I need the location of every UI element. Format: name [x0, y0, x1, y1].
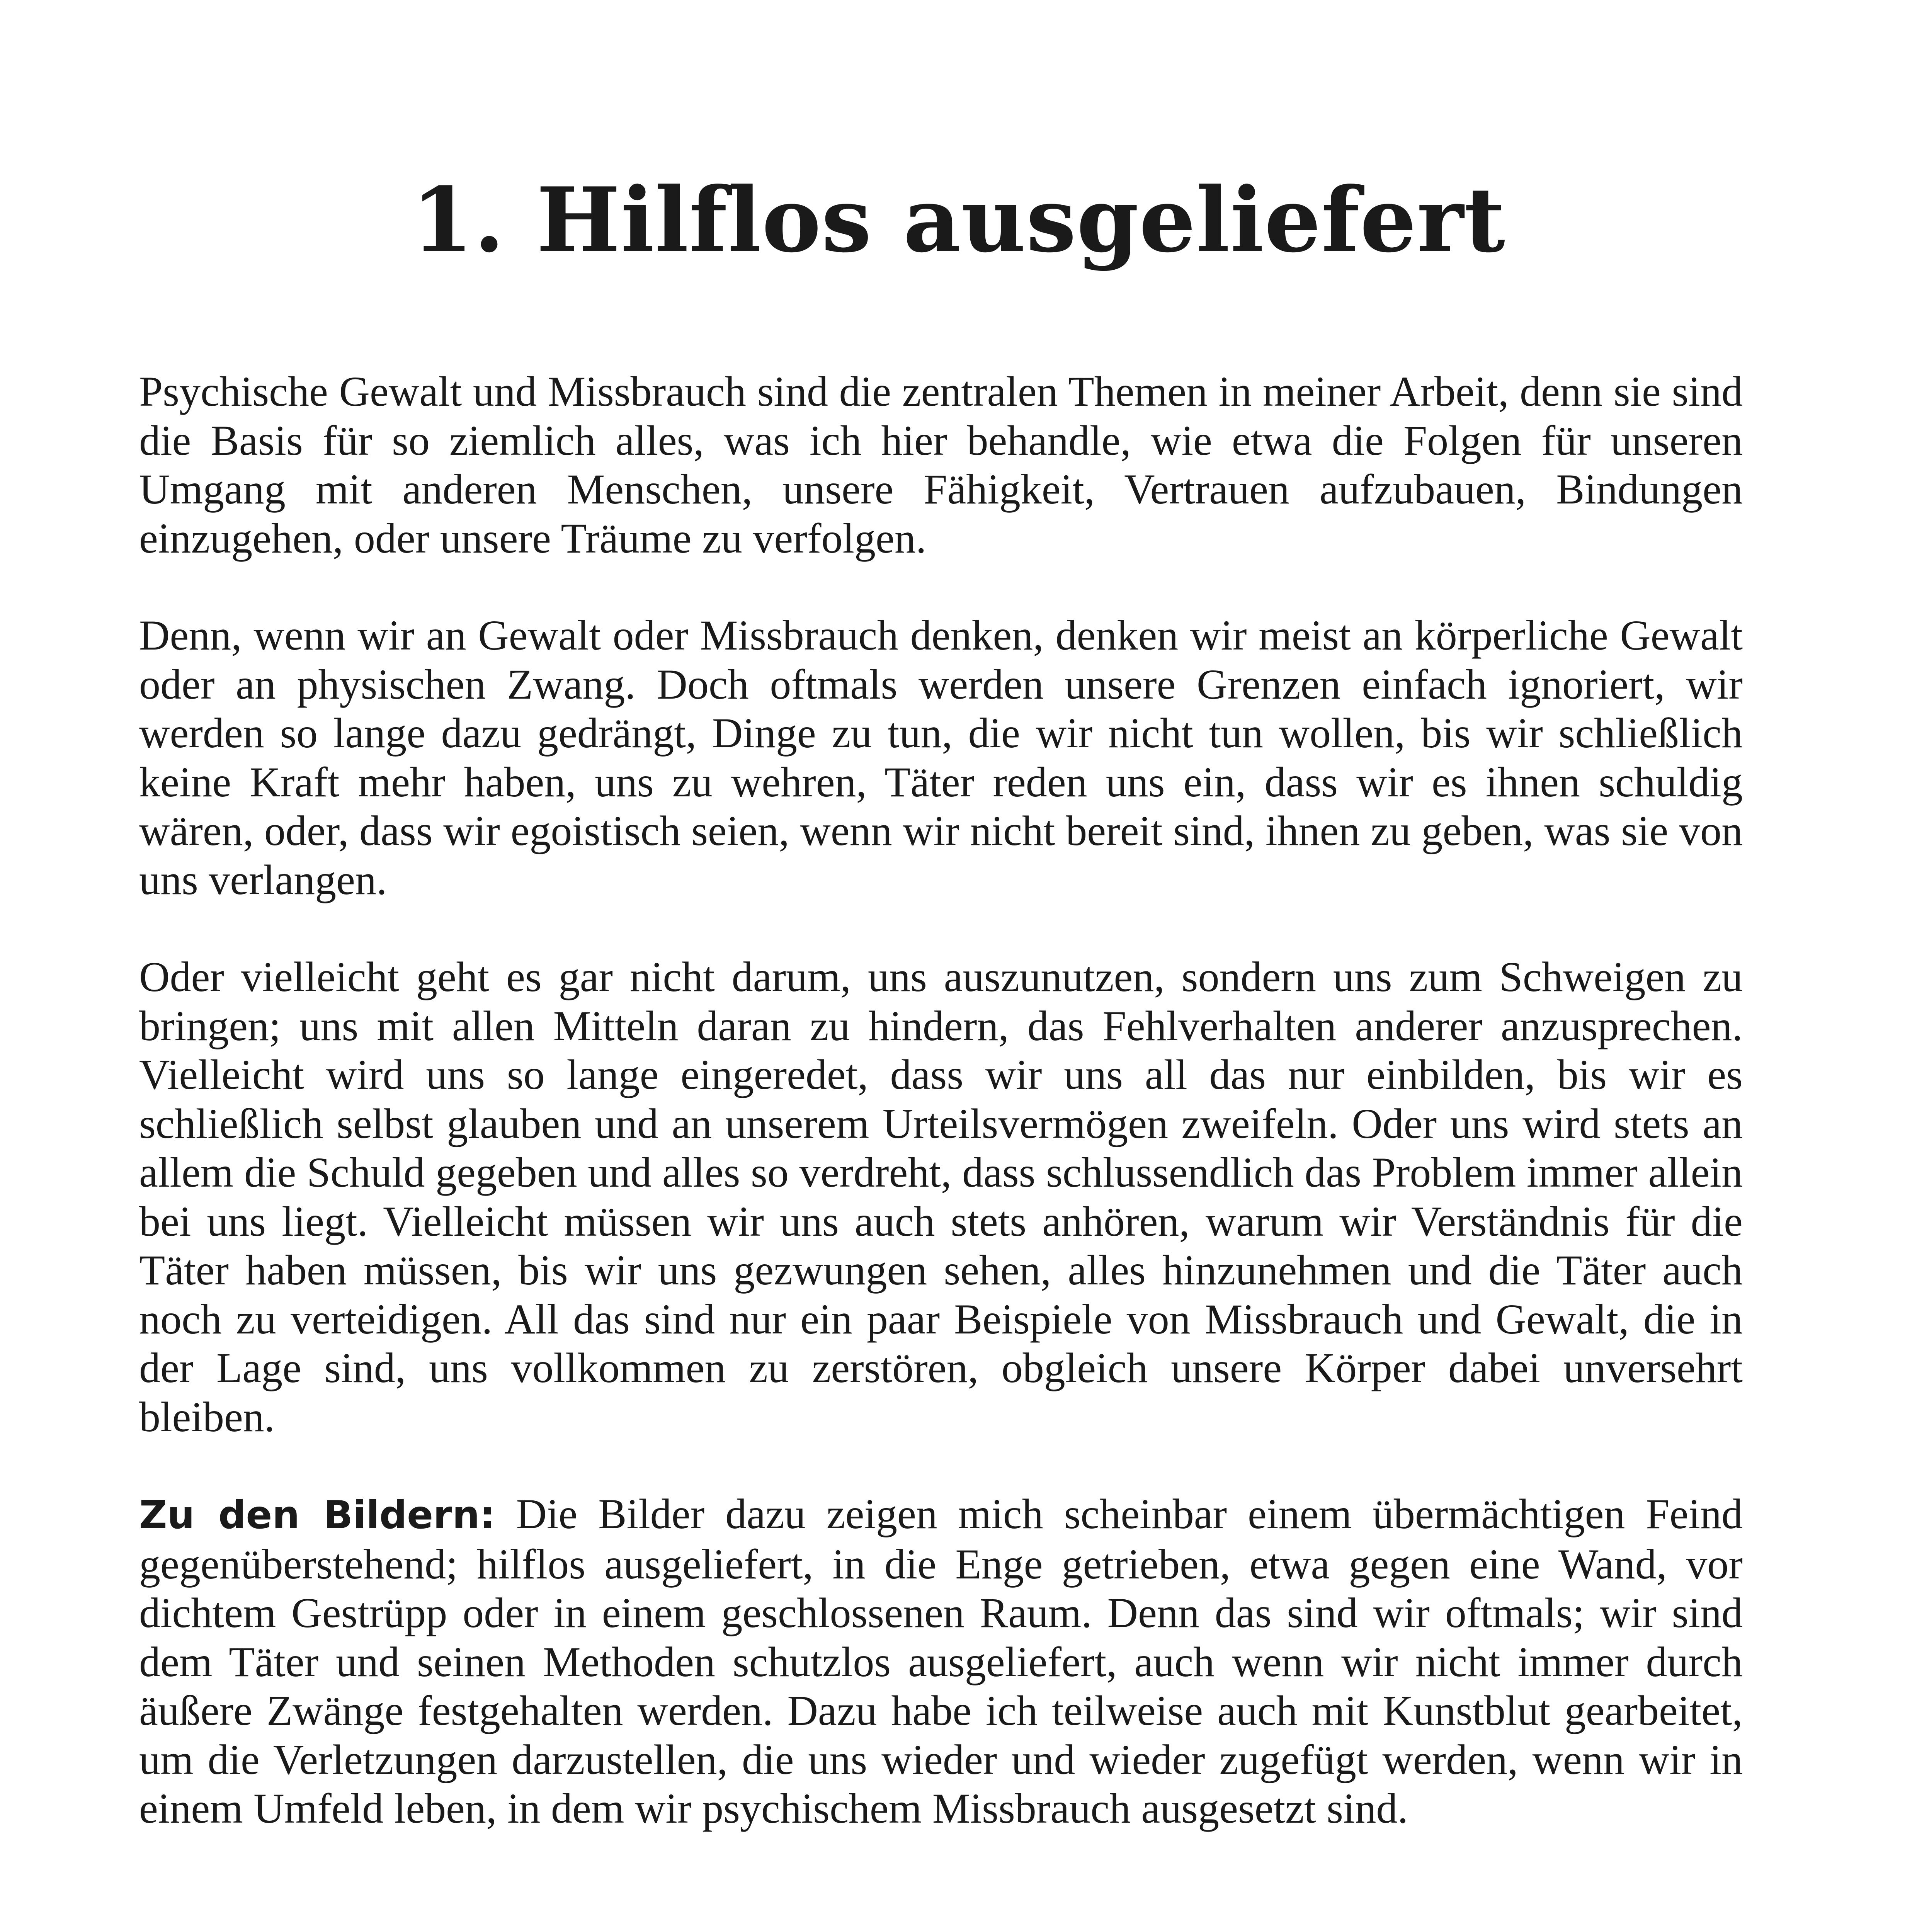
images-note-text: Die Bilder dazu zeigen mich scheinbar einem übermächtigen Feind gegenüberstehend; hilflos ausgeliefert, in die Enge getrieben, etwa gegen eine Wand, vor dichtem Gestrüpp oder in einem geschlossenen Raum. Denn das sind wir oftmals; wir sind dem Täter und seinen Methoden schutzlos ausgeliefert, auch wenn wir nicht immer durch äußere Zwänge festgehalten werden. Dazu habe ich teilweise auch mit Kunstblut gearbeitet, um die Verletzungen darzustellen, die uns wieder und wieder zugefügt werden, wenn wir in einem Umfeld leben, in dem wir psychischem Missbrauch ausgesetzt sind.: [139, 1490, 1743, 1832]
body-text: [139, 367, 1743, 1881]
paragraph-1: Psychische Gewalt und Missbrauch sind die zentralen Themen in meiner Arbeit, denn sie sind die Basis für so ziemlich alles, was ich hier behandle, wie etwa die Folgen für unseren Umgang mit anderen Menschen, unsere Fähigkeit, Vertrauen aufzubauen, Bindungen einzugehen, oder unsere Träume zu verfolgen.: [139, 368, 1743, 562]
paragraph-3: Oder vielleicht geht es gar nicht darum, uns auszunutzen, sondern uns zum Schweigen zu bringen; uns mit allen Mitteln daran zu hindern, das Fehlverhalten anderer anzusprechen. Vielleicht wird uns so lange eingeredet, dass wir uns all das nur einbilden, bis wir es schließlich selbst glauben und an unserem Urteilsvermögen zweifeln. Oder uns wird stets an allem die Schuld gegeben und alles so verdreht, dass schlussendlich das Problem immer allein bei uns liegt. Vielleicht müssen wir uns auch stets anhören, warum wir Verständnis für die Täter haben müssen, bis wir uns gezwungen sehen, alles hinzunehmen und die Täter auch noch zu verteidigen. All das sind nur ein paar Beispiele von Missbrauch und Gewalt, die in der Lage sind, uns vollkommen zu zerstören, obgleich unsere Körper dabei unversehrt bleiben.: [139, 953, 1743, 1440]
chapter-title: 1. Hilflos ausgeliefert: [411, 168, 1506, 272]
paragraph-images-note: [139, 1490, 1743, 1833]
paragraph-2: Denn, wenn wir an Gewalt oder Missbrauch denken, denken wir meist an körperliche Gewalt oder an physischen Zwang. Doch oftmals werden unsere Grenzen einfach ignoriert, wir werden so lange dazu gedrängt, Dinge zu tun, die wir nicht tun wollen, bis wir schließlich keine Kraft mehr haben, uns zu wehren, Täter reden uns ein, dass wir es ihnen schuldig wären, oder, dass wir egoistisch seien, wenn wir nicht bereit sind, ihnen zu geben, was sie von uns verlangen.: [139, 612, 1743, 903]
images-note-label: Zu den Bildern:: [139, 1492, 495, 1537]
